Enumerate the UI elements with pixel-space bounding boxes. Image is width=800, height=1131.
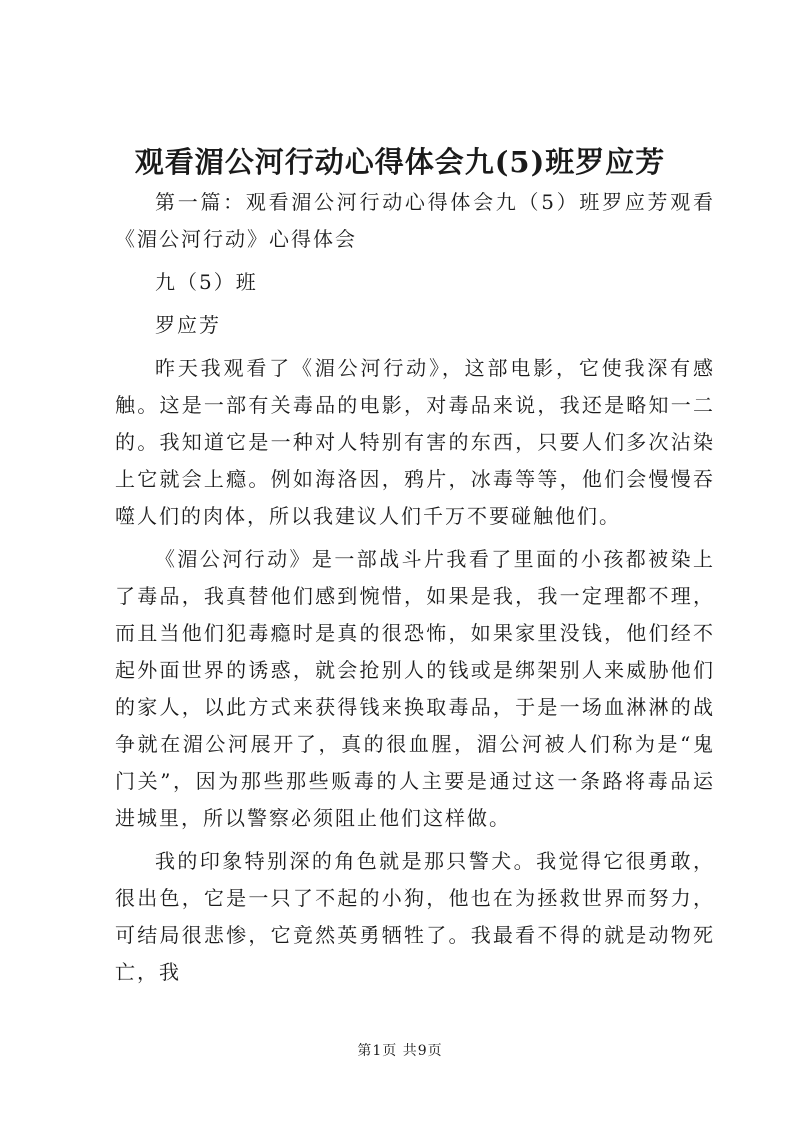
paragraph-author: 罗应芳 [155, 313, 221, 337]
paragraph-class: 九（5）班 [155, 270, 258, 294]
document-body [115, 184, 715, 997]
page-footer: 第1页 共9页 [357, 1043, 443, 1059]
paragraph-heading: 第一篇：观看湄公河行动心得体会九（5）班罗应芳观看《湄公河行动》心得体会 [115, 190, 715, 251]
paragraph: 《湄公河行动》是一部战斗片我看了里面的小孩都被染上了毒品，我真替他们感到惋惜，如果是我，我一定理都不理，而且当他们犯毒瘾时是真的很恐怖，如果家里没钱，他们经不起外面世界的诱惑，就会抢别人的钱或是绑架别人来威胁他们的家人，以此方式来获得钱来换取毒品，于是一场血淋淋的战争就在湄公河展开了，真的很血腥，湄公河被人们称为是“鬼门关”，因为那些那些贩毒的人主要是通过这一条路将毒品运进城里，所以警察必须阻止他们这样做。 [115, 547, 715, 830]
document-title: 观看湄公河行动心得体会九(5)班罗应芳 [134, 145, 666, 179]
paragraph: 我的印象特别深的角色就是那只警犬。我觉得它很勇敢，很出色，它是一只了不起的小狗，他也在为拯救世界而努力，可结局很悲惨，它竟然英勇牺牲了。我最看不得的就是动物死亡，我 [115, 849, 715, 984]
paragraph: 昨天我观看了《湄公河行动》，这部电影，它使我深有感触。这是一部有关毒品的电影，对毒品来说，我还是略知一二的。我知道它是一种对人特别有害的东西，只要人们多次沾染上它就会上瘾。例如海洛因，鸦片，冰毒等等，他们会慢慢吞噬人们的肉体，所以我建议人们千万不要碰触他们。 [115, 356, 715, 528]
